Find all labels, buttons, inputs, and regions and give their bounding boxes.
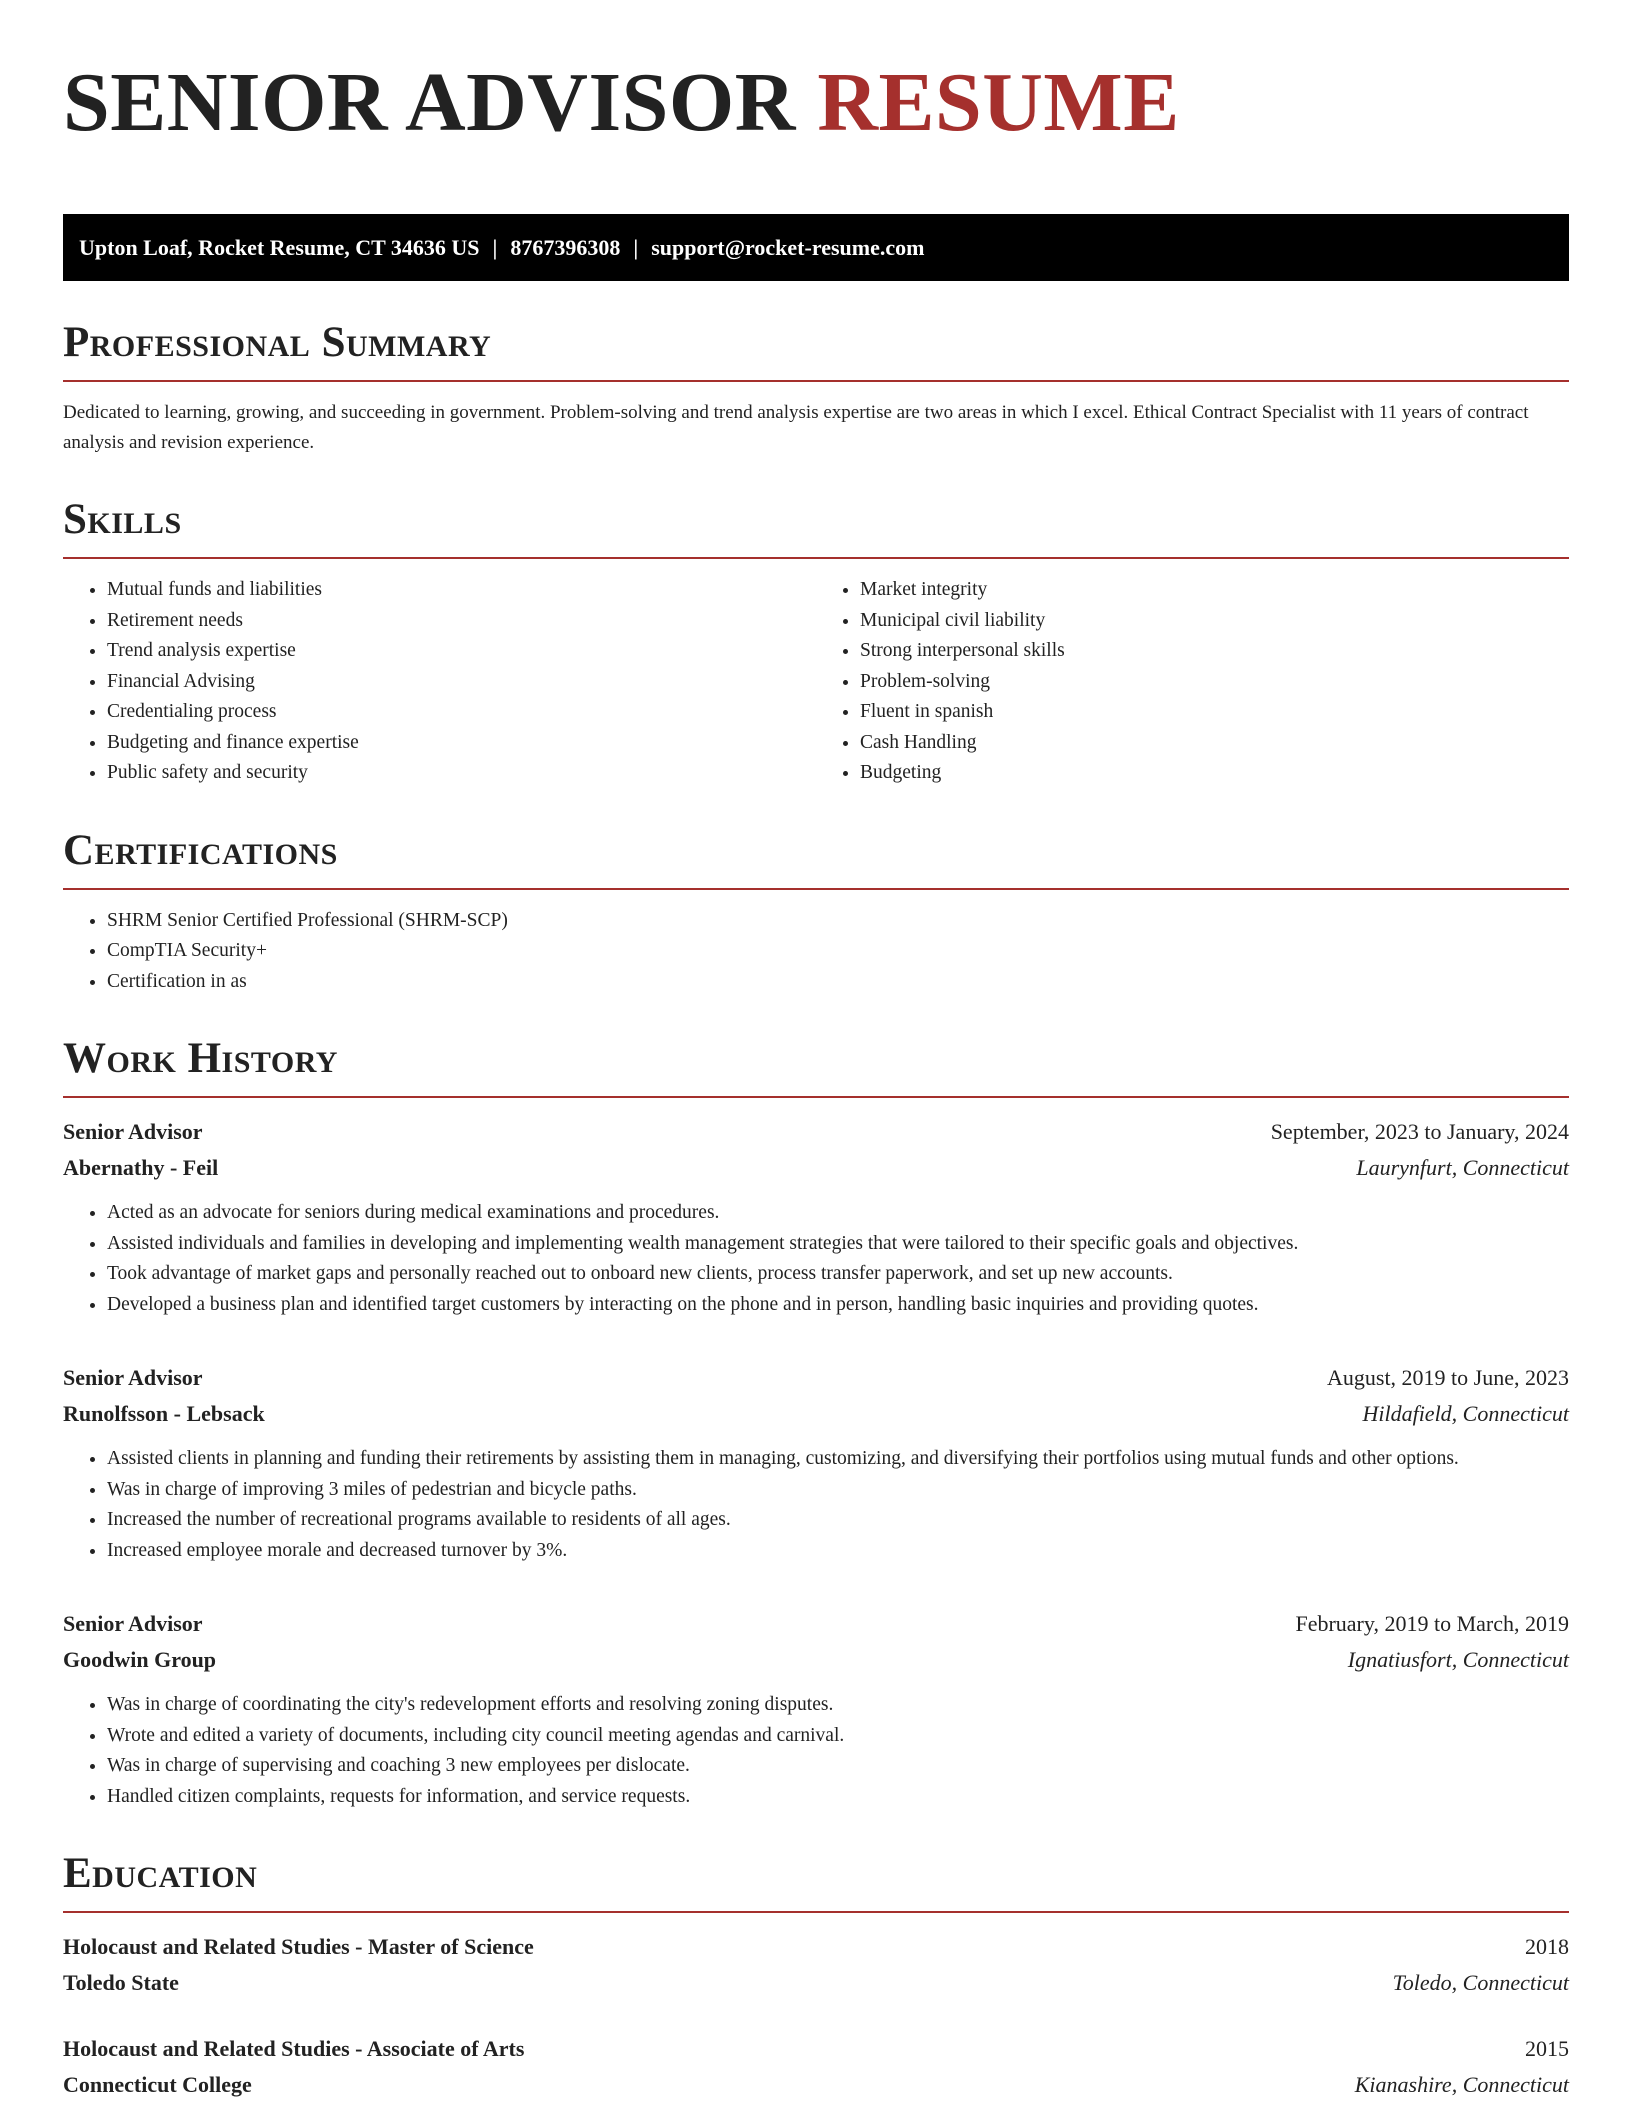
job-company-row: [63, 1642, 1569, 1678]
skill-item: • Financial Advising: [107, 667, 816, 698]
certification-item: • SHRM Senior Certified Professional (SHRM-SCP): [107, 906, 1569, 937]
education-degree-row: [63, 2031, 1569, 2067]
job-bullet: • Assisted clients in planning and funding their retirements by assisting them in managing, customizing, and diversifying their portfolios using mutual funds and other options.: [107, 1444, 1569, 1475]
job-title-row: [63, 1360, 1569, 1396]
education-school: Connecticut College: [63, 2072, 252, 2097]
job-location: Hildafield, Connecticut: [1362, 1401, 1569, 1426]
education-section: [63, 1850, 1569, 2103]
skill-item: • Municipal civil liability: [860, 606, 1569, 637]
job-bullet: • Was in charge of supervising and coaching 3 new employees per dislocate.: [107, 1751, 1569, 1782]
education-degree: Holocaust and Related Studies - Associate of Arts: [63, 2036, 525, 2061]
education-entry: [63, 1929, 1569, 2001]
job-dates: February, 2019 to March, 2019: [1295, 1611, 1569, 1636]
job-bullet: • Was in charge of improving 3 miles of pedestrian and bicycle paths.: [107, 1475, 1569, 1506]
summary-heading: Professional Summary: [63, 319, 1569, 382]
education-school: Toledo State: [63, 1970, 179, 1995]
education-year: 2015: [1525, 2036, 1569, 2061]
education-location: Toledo, Connecticut: [1392, 1970, 1569, 1995]
job-title-row: [63, 1114, 1569, 1150]
resume-title: [63, 57, 1569, 149]
title-main: SENIOR ADVISOR: [63, 56, 796, 149]
job-bullet: • Wrote and edited a variety of documents, including city council meeting agendas and carnival.: [107, 1721, 1569, 1752]
skill-item: • Problem-solving: [860, 667, 1569, 698]
job-bullet: • Handled citizen complaints, requests for information, and service requests.: [107, 1782, 1569, 1813]
skills-heading: Skills: [63, 496, 1569, 559]
skill-item: • Budgeting and finance expertise: [107, 728, 816, 759]
job-location: Ignatiusfort, Connecticut: [1347, 1647, 1569, 1672]
work-history-heading: Work History: [63, 1035, 1569, 1098]
contact-address: Upton Loaf, Rocket Resume, CT 34636 US: [79, 235, 480, 260]
education-school-row: [63, 2067, 1569, 2103]
job-bullet: • Acted as an advocate for seniors during medical examinations and procedures.: [107, 1198, 1569, 1229]
job-location: Laurynfurt, Connecticut: [1356, 1155, 1569, 1180]
job-company-row: [63, 1150, 1569, 1186]
contact-separator: |: [492, 235, 498, 260]
skills-list-right: [816, 575, 1569, 789]
job-company: Abernathy - Feil: [63, 1155, 219, 1180]
title-accent: RESUME: [817, 56, 1180, 149]
job-entry: [63, 1114, 1569, 1320]
job-entry: [63, 1360, 1569, 1566]
job-bullet: • Developed a business plan and identified target customers by interacting on the phone and in person, handling basic inquiries and providing quotes.: [107, 1290, 1569, 1321]
skill-item: • Fluent in spanish: [860, 697, 1569, 728]
education-degree: Holocaust and Related Studies - Master of Science: [63, 1934, 534, 1959]
education-school-row: [63, 1965, 1569, 2001]
job-dates: August, 2019 to June, 2023: [1327, 1365, 1569, 1390]
job-bullet: • Increased employee morale and decreased turnover by 3%.: [107, 1536, 1569, 1567]
skill-item: • Retirement needs: [107, 606, 816, 637]
job-title: Senior Advisor: [63, 1365, 203, 1390]
certification-item: • Certification in as: [107, 967, 1569, 998]
education-year: 2018: [1525, 1934, 1569, 1959]
skill-item: • Cash Handling: [860, 728, 1569, 759]
job-bullet: • Increased the number of recreational programs available to residents of all ages.: [107, 1505, 1569, 1536]
skill-item: • Mutual funds and liabilities: [107, 575, 816, 606]
skill-item: • Strong interpersonal skills: [860, 636, 1569, 667]
job-bullets: [63, 1690, 1569, 1812]
contact-bar: [63, 214, 1569, 281]
certifications-body: [63, 906, 1569, 998]
contact-email[interactable]: support@rocket-resume.com: [651, 235, 925, 260]
job-bullet: • Assisted individuals and families in developing and implementing wealth management strategies that were tailored to their specific goals and objectives.: [107, 1229, 1569, 1260]
certifications-heading: Certifications: [63, 827, 1569, 890]
work-history-section: [63, 1035, 1569, 1812]
certification-item: • CompTIA Security+: [107, 936, 1569, 967]
skill-item: • Credentialing process: [107, 697, 816, 728]
job-bullets: [63, 1198, 1569, 1320]
job-company-row: [63, 1396, 1569, 1432]
skill-item: • Public safety and security: [107, 758, 816, 789]
skill-item: • Market integrity: [860, 575, 1569, 606]
contact-separator: |: [633, 235, 639, 260]
skills-columns: [63, 575, 1569, 789]
certifications-list: [63, 906, 1569, 998]
job-title-row: [63, 1606, 1569, 1642]
skill-item: • Trend analysis expertise: [107, 636, 816, 667]
summary-section: [63, 319, 1569, 458]
contact-phone: 8767396308: [510, 235, 621, 260]
education-body: [63, 1929, 1569, 2103]
education-entry: [63, 2031, 1569, 2103]
skills-list-left: [63, 575, 816, 789]
job-entry: [63, 1606, 1569, 1812]
job-dates: September, 2023 to January, 2024: [1270, 1119, 1569, 1144]
summary-text: Dedicated to learning, growing, and succeeding in government. Problem-solving and trend analysis expertise are two areas in which I excel. Ethical Contract Specialist with 11 years of contract analysis and revision experience.: [63, 402, 1529, 453]
work-history-body: [63, 1114, 1569, 1812]
job-company: Runolfsson - Lebsack: [63, 1401, 265, 1426]
job-bullet: • Was in charge of coordinating the city's redevelopment efforts and resolving zoning disputes.: [107, 1690, 1569, 1721]
education-degree-row: [63, 1929, 1569, 1965]
job-title: Senior Advisor: [63, 1119, 203, 1144]
skill-item: • Budgeting: [860, 758, 1569, 789]
job-bullets: [63, 1444, 1569, 1566]
education-location: Kianashire, Connecticut: [1354, 2072, 1569, 2097]
job-title: Senior Advisor: [63, 1611, 203, 1636]
job-bullet: • Took advantage of market gaps and personally reached out to onboard new clients, process transfer paperwork, and set up new accounts.: [107, 1259, 1569, 1290]
certifications-section: [63, 827, 1569, 998]
education-heading: Education: [63, 1850, 1569, 1913]
job-company: Goodwin Group: [63, 1647, 217, 1672]
skills-section: [63, 496, 1569, 789]
